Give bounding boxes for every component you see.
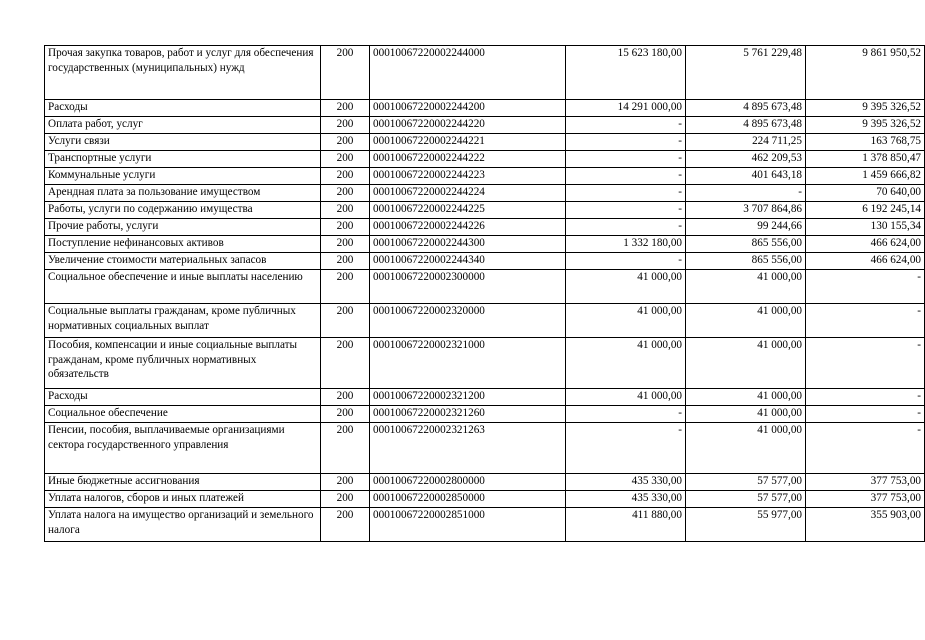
table-row: [45, 202, 925, 219]
table-row: [45, 151, 925, 168]
table-row: [45, 253, 925, 270]
row-code-cell: 200: [321, 151, 370, 168]
table-row: [45, 219, 925, 236]
table-row: [45, 236, 925, 253]
row-unexecuted-cell: 377 753,00: [806, 491, 925, 508]
row-name-cell: Уплата налога на имущество организаций и земельного налога: [45, 508, 321, 542]
row-name-cell: Социальные выплаты гражданам, кроме публичных нормативных социальных выплат: [45, 304, 321, 338]
row-name-cell: Арендная плата за пользование имуществом: [45, 185, 321, 202]
row-code-cell: 200: [321, 304, 370, 338]
row-kbk-cell: 00010067220002244221: [370, 134, 566, 151]
row-name-cell: Транспортные услуги: [45, 151, 321, 168]
row-executed-cell: 401 643,18: [686, 168, 806, 185]
row-code-cell: 200: [321, 253, 370, 270]
row-approved-cell: 411 880,00: [566, 508, 686, 542]
row-executed-cell: -: [686, 185, 806, 202]
row-executed-cell: 99 244,66: [686, 219, 806, 236]
row-approved-cell: 435 330,00: [566, 474, 686, 491]
table-row: [45, 100, 925, 117]
row-kbk-cell: 00010067220002800000: [370, 474, 566, 491]
row-executed-cell: 4 895 673,48: [686, 100, 806, 117]
table-row: [45, 423, 925, 474]
row-unexecuted-cell: 6 192 245,14: [806, 202, 925, 219]
table-row: [45, 168, 925, 185]
row-kbk-cell: 00010067220002321260: [370, 406, 566, 423]
row-approved-cell: -: [566, 202, 686, 219]
row-kbk-cell: 00010067220002244224: [370, 185, 566, 202]
row-kbk-cell: 00010067220002244000: [370, 46, 566, 100]
row-kbk-cell: 00010067220002244340: [370, 253, 566, 270]
row-approved-cell: 41 000,00: [566, 304, 686, 338]
table-body: [45, 46, 925, 542]
row-kbk-cell: 00010067220002321200: [370, 389, 566, 406]
row-executed-cell: 224 711,25: [686, 134, 806, 151]
row-name-cell: Оплата работ, услуг: [45, 117, 321, 134]
row-executed-cell: 57 577,00: [686, 491, 806, 508]
row-kbk-cell: 00010067220002244226: [370, 219, 566, 236]
row-executed-cell: 41 000,00: [686, 304, 806, 338]
row-code-cell: 200: [321, 202, 370, 219]
row-code-cell: 200: [321, 117, 370, 134]
row-unexecuted-cell: 1 459 666,82: [806, 168, 925, 185]
row-approved-cell: -: [566, 219, 686, 236]
row-approved-cell: 1 332 180,00: [566, 236, 686, 253]
row-kbk-cell: 00010067220002244222: [370, 151, 566, 168]
row-approved-cell: 14 291 000,00: [566, 100, 686, 117]
row-unexecuted-cell: 9 395 326,52: [806, 100, 925, 117]
row-approved-cell: -: [566, 185, 686, 202]
budget-execution-table: [44, 45, 925, 542]
row-code-cell: 200: [321, 270, 370, 304]
row-code-cell: 200: [321, 406, 370, 423]
row-code-cell: 200: [321, 491, 370, 508]
row-unexecuted-cell: 130 155,34: [806, 219, 925, 236]
row-code-cell: 200: [321, 423, 370, 474]
row-code-cell: 200: [321, 508, 370, 542]
row-unexecuted-cell: -: [806, 304, 925, 338]
row-executed-cell: 4 895 673,48: [686, 117, 806, 134]
table-row: [45, 270, 925, 304]
table-row: [45, 46, 925, 100]
row-code-cell: 200: [321, 389, 370, 406]
row-approved-cell: -: [566, 423, 686, 474]
table-row: [45, 389, 925, 406]
table-row: [45, 474, 925, 491]
row-unexecuted-cell: 355 903,00: [806, 508, 925, 542]
row-approved-cell: -: [566, 134, 686, 151]
table-row: [45, 406, 925, 423]
table-row: [45, 117, 925, 134]
row-kbk-cell: 00010067220002850000: [370, 491, 566, 508]
row-name-cell: Прочие работы, услуги: [45, 219, 321, 236]
table-row: [45, 185, 925, 202]
table-row: [45, 304, 925, 338]
row-name-cell: Увеличение стоимости материальных запасов: [45, 253, 321, 270]
row-unexecuted-cell: -: [806, 406, 925, 423]
row-executed-cell: 3 707 864,86: [686, 202, 806, 219]
row-unexecuted-cell: 163 768,75: [806, 134, 925, 151]
row-executed-cell: 41 000,00: [686, 338, 806, 389]
row-approved-cell: 435 330,00: [566, 491, 686, 508]
table-row: [45, 491, 925, 508]
row-code-cell: 200: [321, 219, 370, 236]
row-unexecuted-cell: 466 624,00: [806, 236, 925, 253]
row-name-cell: Прочая закупка товаров, работ и услуг для обеспечения государственных (муниципальных) нужд: [45, 46, 321, 100]
row-kbk-cell: 00010067220002320000: [370, 304, 566, 338]
row-kbk-cell: 00010067220002244200: [370, 100, 566, 117]
row-name-cell: Расходы: [45, 389, 321, 406]
row-executed-cell: 5 761 229,48: [686, 46, 806, 100]
row-code-cell: 200: [321, 46, 370, 100]
table-row: [45, 134, 925, 151]
row-executed-cell: 41 000,00: [686, 406, 806, 423]
table-row: [45, 338, 925, 389]
row-name-cell: Услуги связи: [45, 134, 321, 151]
row-executed-cell: 462 209,53: [686, 151, 806, 168]
row-approved-cell: -: [566, 168, 686, 185]
row-kbk-cell: 00010067220002321263: [370, 423, 566, 474]
row-name-cell: Пенсии, пособия, выплачиваемые организациями сектора государственного управления: [45, 423, 321, 474]
row-name-cell: Коммунальные услуги: [45, 168, 321, 185]
row-code-cell: 200: [321, 134, 370, 151]
row-code-cell: 200: [321, 338, 370, 389]
row-name-cell: Социальное обеспечение и иные выплаты населению: [45, 270, 321, 304]
row-name-cell: Работы, услуги по содержанию имущества: [45, 202, 321, 219]
row-code-cell: 200: [321, 100, 370, 117]
row-unexecuted-cell: -: [806, 389, 925, 406]
row-executed-cell: 865 556,00: [686, 253, 806, 270]
row-kbk-cell: 00010067220002851000: [370, 508, 566, 542]
row-name-cell: Пособия, компенсации и иные социальные выплаты гражданам, кроме публичных нормативных обязательств: [45, 338, 321, 389]
row-unexecuted-cell: 377 753,00: [806, 474, 925, 491]
row-unexecuted-cell: 9 395 326,52: [806, 117, 925, 134]
table-row: [45, 508, 925, 542]
row-unexecuted-cell: -: [806, 338, 925, 389]
row-approved-cell: 41 000,00: [566, 338, 686, 389]
row-executed-cell: 55 977,00: [686, 508, 806, 542]
row-kbk-cell: 00010067220002244225: [370, 202, 566, 219]
row-approved-cell: -: [566, 253, 686, 270]
row-unexecuted-cell: -: [806, 270, 925, 304]
row-kbk-cell: 00010067220002244220: [370, 117, 566, 134]
row-code-cell: 200: [321, 236, 370, 253]
row-approved-cell: 15 623 180,00: [566, 46, 686, 100]
row-executed-cell: 41 000,00: [686, 389, 806, 406]
row-name-cell: Поступление нефинансовых активов: [45, 236, 321, 253]
row-executed-cell: 865 556,00: [686, 236, 806, 253]
row-name-cell: Расходы: [45, 100, 321, 117]
row-name-cell: Социальное обеспечение: [45, 406, 321, 423]
row-executed-cell: 57 577,00: [686, 474, 806, 491]
row-name-cell: Уплата налогов, сборов и иных платежей: [45, 491, 321, 508]
row-name-cell: Иные бюджетные ассигнования: [45, 474, 321, 491]
row-unexecuted-cell: 9 861 950,52: [806, 46, 925, 100]
row-kbk-cell: 00010067220002321000: [370, 338, 566, 389]
row-approved-cell: 41 000,00: [566, 389, 686, 406]
row-unexecuted-cell: -: [806, 423, 925, 474]
row-approved-cell: -: [566, 406, 686, 423]
row-approved-cell: -: [566, 117, 686, 134]
row-unexecuted-cell: 466 624,00: [806, 253, 925, 270]
row-executed-cell: 41 000,00: [686, 270, 806, 304]
row-code-cell: 200: [321, 185, 370, 202]
row-unexecuted-cell: 70 640,00: [806, 185, 925, 202]
row-approved-cell: 41 000,00: [566, 270, 686, 304]
row-kbk-cell: 00010067220002244300: [370, 236, 566, 253]
row-code-cell: 200: [321, 474, 370, 491]
row-executed-cell: 41 000,00: [686, 423, 806, 474]
row-code-cell: 200: [321, 168, 370, 185]
row-kbk-cell: 00010067220002244223: [370, 168, 566, 185]
row-approved-cell: -: [566, 151, 686, 168]
row-kbk-cell: 00010067220002300000: [370, 270, 566, 304]
row-unexecuted-cell: 1 378 850,47: [806, 151, 925, 168]
